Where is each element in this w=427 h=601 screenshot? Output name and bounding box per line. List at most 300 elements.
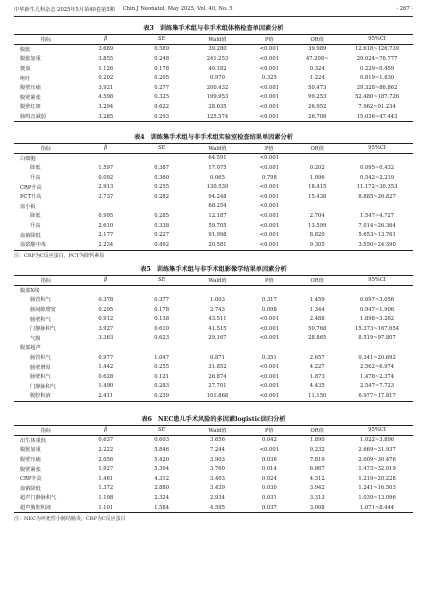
table-cell: <0.001 [259, 184, 279, 191]
table-cell: <0.001 [259, 222, 279, 229]
table-cell: 0.295 [98, 306, 114, 313]
table-cell: 5.394 [154, 466, 170, 473]
table-cell: 1.461 [98, 475, 114, 482]
table-cell: 1.372 [98, 485, 114, 492]
table-cell: 0.628 [98, 373, 114, 380]
table-cell [78, 343, 134, 353]
table-cell: 3.942 [309, 485, 325, 492]
table4-note: 注：CRP为C反应蛋白，PCT为降钙素原 [14, 253, 105, 260]
table-row [14, 182, 413, 192]
table-row [14, 391, 413, 401]
table-cell: <0.001 [259, 65, 279, 72]
table-cell: 3.313 [309, 494, 325, 501]
table-cell: 13.599 [308, 222, 327, 229]
table-cell: 0.623 [154, 335, 170, 342]
table-cell: 2.547~7.723 [360, 383, 395, 390]
table-cell: 2.177 [98, 232, 114, 239]
column-header: β [104, 36, 108, 43]
table-cell: 18.415 [308, 184, 327, 191]
table-cell: 29.167 [208, 335, 227, 342]
table-cell [134, 202, 190, 212]
column-header: P值 [265, 277, 274, 284]
table-cell: 0.202 [98, 75, 114, 82]
table-row [14, 44, 413, 54]
table-cell: 0.024 [261, 475, 277, 482]
table-cell: 1.927 [98, 466, 114, 473]
column-header: β [104, 277, 108, 284]
table-cell: 0.277 [154, 84, 170, 91]
table-cell: 0.977 [98, 354, 114, 361]
table-cell [293, 285, 341, 295]
header-rule [14, 16, 413, 17]
table-cell: 0.387 [154, 164, 170, 171]
table-cell: 3.285 [98, 113, 114, 120]
table-cell: 9.232 [309, 446, 325, 453]
column-header: OR值 [310, 36, 324, 43]
column-header: β [104, 145, 108, 152]
table-cell: 2.234 [98, 241, 114, 248]
table-cell: 0.285 [154, 212, 170, 219]
table-cell: 28.865 [308, 335, 327, 342]
table-row [14, 324, 413, 334]
table6-block [14, 414, 413, 522]
table-cell: 15.438 [308, 193, 327, 200]
column-header: Wald值 [208, 277, 227, 284]
table-cell: 28.035 [208, 103, 227, 110]
table3-caption [14, 23, 413, 32]
table-cell: 0.970 [210, 75, 225, 82]
table-cell: 0.138 [154, 316, 170, 323]
table3-table [14, 34, 413, 122]
table-cell: <0.001 [259, 55, 279, 62]
table-cell: 40.182 [208, 65, 227, 72]
table-cell: 0.325 [154, 94, 170, 101]
table-cell: 0.065 [210, 174, 225, 181]
table-cell: 1.442 [98, 364, 114, 371]
table-cell: 68.254 [208, 203, 227, 210]
table-cell: 0.378 [98, 296, 114, 303]
row-label: 腹部X线 [20, 287, 40, 294]
table-row [14, 211, 413, 221]
row-label: 腹胀加重 [20, 56, 41, 63]
table-row [14, 445, 413, 455]
table-cell [293, 343, 341, 353]
table-row [14, 464, 413, 474]
table-cell: 7.962~91.234 [358, 103, 396, 110]
column-header: β [104, 427, 108, 434]
row-label: 腹壁压痛 [20, 457, 41, 464]
table-cell: 50.768 [308, 325, 327, 332]
table-cell: 1.344 [309, 306, 325, 313]
table-cell: 3.294 [98, 103, 114, 110]
row-label: 肠壁积气 [30, 316, 51, 323]
column-header: OR值 [310, 145, 324, 152]
table-cell: <0.001 [259, 46, 279, 53]
table-cell: 2.880 [154, 485, 170, 492]
table-cell: 3.550~24.390 [358, 241, 396, 248]
column-header: 指标 [40, 36, 52, 43]
table-cell: 0.338 [154, 222, 170, 229]
table5-title: 训练集手术组与非手术组影像学结果单因素分析 [156, 266, 287, 273]
column-header: 95%CI [368, 36, 386, 43]
table-cell: <0.001 [259, 316, 279, 323]
table-cell: 0.995 [98, 212, 114, 219]
column-header: 95%CI [368, 277, 386, 284]
row-label: 便血 [20, 66, 31, 73]
column-header: SE [157, 427, 166, 434]
table-cell: 59.705 [208, 222, 227, 229]
table-cell: 1.022~3.896 [360, 437, 395, 444]
table-cell: 0.871 [210, 354, 225, 361]
table-cell: 0.622 [154, 103, 170, 110]
table-row [14, 474, 413, 484]
table-row [14, 64, 413, 74]
column-header: OR值 [310, 277, 324, 284]
table-cell: 1.873 [309, 373, 325, 380]
table-cell: <0.001 [259, 193, 279, 200]
table-cell: 0.042 [261, 437, 277, 444]
row-label: 腹部超声 [20, 345, 41, 352]
table-cell: 0.014 [261, 466, 277, 473]
table-cell: 4.435 [309, 383, 325, 390]
table-cell: 1.047 [154, 354, 170, 361]
table-cell: 1.459 [309, 296, 325, 303]
table4-caption [14, 132, 413, 141]
table-cell: 41.515 [208, 325, 227, 332]
row-label: 门静脉积气 [30, 326, 56, 333]
row-label: 腹胀 [20, 46, 31, 53]
table3-block [14, 23, 413, 122]
row-label: PCT升高 [20, 194, 42, 201]
table-cell: 8.885~26.827 [358, 193, 396, 200]
table-cell: 1.597 [98, 164, 114, 171]
table-cell: 0.351 [261, 354, 277, 361]
table-cell: <0.001 [259, 113, 279, 120]
table-cell: 0.098 [261, 306, 277, 313]
table-cell [134, 343, 190, 353]
table-cell [341, 285, 413, 295]
table-cell: 2.934 [210, 494, 225, 501]
table-cell: 2.411 [98, 392, 114, 399]
row-label: 腹壁紧张 [20, 466, 41, 473]
table-cell [190, 285, 246, 295]
table-cell: <0.001 [259, 164, 279, 171]
column-header: 指标 [40, 145, 52, 152]
table-cell: 7.819 [309, 456, 325, 463]
table-cell: 2.913 [98, 184, 114, 191]
table-cell: 1.071~8.444 [360, 504, 395, 511]
table-cell [134, 285, 190, 295]
table-cell: 7.244 [210, 446, 225, 453]
table-cell: 0.031 [261, 494, 277, 501]
table-cell: 15.373~167.654 [355, 325, 400, 332]
table-cell: 5.420 [154, 456, 170, 463]
table-cell: 5.653~13.761 [358, 232, 396, 239]
table-cell: 0.637 [98, 437, 114, 444]
table4-block [14, 132, 413, 259]
table-cell: 1.003 [210, 296, 225, 303]
table-row [14, 484, 413, 494]
table-cell: <0.001 [259, 364, 279, 371]
table-cell: 0.542~2.219 [360, 174, 395, 181]
table6-title: NEC患儿手术风险的多因素logistic回归分析 [157, 416, 286, 423]
table-cell: 5.846 [154, 446, 170, 453]
table-cell: 0.293 [154, 113, 170, 120]
table-cell: 20.581 [208, 241, 227, 248]
table-cell: 1.478~2.374 [360, 373, 395, 380]
table-header-row [14, 426, 413, 436]
table-cell: 2.056 [98, 456, 114, 463]
table-cell [245, 285, 293, 295]
column-header: 指标 [40, 277, 52, 284]
table-cell: 11.172~30.353 [356, 184, 398, 191]
table-cell: 2.669~31.937 [358, 446, 396, 453]
table-row [14, 93, 413, 103]
table-cell: <0.001 [259, 94, 279, 101]
table-row [14, 221, 413, 231]
table-cell: 31.852 [208, 364, 227, 371]
table-cell: 47.208~ [305, 55, 329, 62]
table-cell: 0.282 [154, 193, 170, 200]
table6-caption [14, 414, 413, 423]
column-header: SE [157, 36, 166, 43]
table-cell [341, 343, 413, 353]
table-cell: <0.001 [259, 392, 279, 399]
table-cell: 2.737 [98, 193, 114, 200]
table-row [14, 83, 413, 93]
table-cell: 6.977~17.817 [358, 392, 396, 399]
table-cell: 26.874 [208, 373, 227, 380]
table-cell: 6.867 [309, 466, 325, 473]
table-cell: 29.024~76.777 [356, 55, 398, 62]
table-cell [190, 343, 246, 353]
table-cell: 2.488 [309, 316, 325, 323]
table-row [14, 54, 413, 64]
journal-title-cn: 中华新生儿科杂志 2025年5月第40卷第5期 [14, 7, 115, 13]
row-label: CRP升高 [20, 476, 42, 483]
table-cell: 0.912 [98, 316, 114, 323]
table-cell: 3.656 [210, 437, 225, 444]
table-cell: 1.219~20.228 [358, 475, 396, 482]
row-label: 出生体重低 [20, 437, 46, 444]
table-cell: 1.241~16.503 [358, 485, 396, 492]
table-cell [341, 202, 413, 212]
table-cell: 2.610 [98, 222, 114, 229]
table-header-row [14, 144, 413, 154]
table4-table [14, 143, 413, 251]
table-row [14, 73, 413, 83]
table-row [14, 343, 413, 353]
table6-table [14, 425, 413, 513]
table5-table [14, 275, 413, 402]
table-cell: 0.341~20.692 [358, 354, 396, 361]
table-cell: 0.030 [261, 485, 277, 492]
column-header: P值 [265, 36, 274, 43]
table-cell: <0.001 [259, 446, 279, 453]
row-label: 呕吐 [20, 75, 31, 82]
table-cell: 0.036 [261, 456, 277, 463]
table-cell [293, 202, 341, 212]
table-cell: 27.701 [208, 383, 227, 390]
table-cell: 241.253 [206, 55, 229, 62]
table-cell: 0.492 [154, 241, 170, 248]
table-cell: 3.855 [98, 55, 114, 62]
row-label: 白细胞 [20, 155, 36, 162]
table-cell: 125.574 [206, 113, 229, 120]
table-row [14, 112, 413, 122]
table-cell: 200.432 [206, 84, 229, 91]
row-label: 血浆酸中毒 [20, 242, 46, 249]
table-cell: 1.898~3.262 [360, 316, 395, 323]
table-cell: 4.227 [309, 364, 325, 371]
table-cell: 39.989 [308, 46, 327, 53]
column-header: P值 [265, 145, 274, 152]
table-cell: 0.589 [154, 46, 170, 53]
table-row [14, 362, 413, 372]
table-cell [134, 153, 190, 163]
table-row [14, 285, 413, 295]
table-cell: 0.324 [309, 65, 325, 72]
table-cell: 3.921 [98, 84, 114, 91]
table-cell: 8.820 [309, 232, 325, 239]
table-cell: 2.704 [309, 212, 325, 219]
table-row [14, 102, 413, 112]
table-cell: 3.927 [98, 325, 114, 332]
table-row [14, 455, 413, 465]
table-cell [341, 153, 413, 163]
table6-number: 表6 [141, 416, 152, 423]
row-label: 腹壁紧张 [20, 94, 41, 101]
row-label: 腹壁压痛 [20, 85, 41, 92]
table-cell: <0.001 [259, 155, 279, 162]
table-cell: 12.618~126.739 [355, 46, 400, 53]
row-label: 降低 [30, 165, 41, 172]
row-label: 腹腔积液 [30, 393, 51, 400]
table-cell: 1.126 [98, 65, 114, 72]
column-header: OR值 [310, 427, 324, 434]
table-cell [78, 153, 134, 163]
table-row [14, 314, 413, 324]
column-header: Wald值 [208, 427, 227, 434]
table-cell: 0.229~0.459 [360, 65, 395, 72]
table3-number: 表3 [143, 25, 154, 32]
column-header: 95%CI [368, 427, 386, 434]
table-cell: 9.305 [309, 241, 325, 248]
table-cell: <0.001 [259, 325, 279, 332]
table5-block [14, 264, 413, 402]
row-label: 升高 [30, 175, 41, 182]
table-cell: <0.001 [259, 232, 279, 239]
table-cell: 26.952 [308, 103, 327, 110]
table-cell: 50.473 [308, 84, 327, 91]
row-label: 超声门静脉积气 [20, 495, 57, 502]
table-cell: 0.092 [98, 174, 114, 181]
table-cell: <0.001 [259, 383, 279, 390]
table-cell: 99.253 [308, 94, 327, 101]
table-cell: 3.689 [98, 46, 114, 53]
table-cell [293, 153, 341, 163]
table-cell: 52.480~187.726 [355, 94, 400, 101]
table-cell [78, 202, 134, 212]
table-cell: 43.511 [208, 316, 227, 323]
table-row [14, 173, 413, 183]
table-cell: 0.227 [154, 232, 170, 239]
row-label: 血钠降低 [20, 485, 41, 492]
table4-title: 训练集手术组与非手术组实验室检查结果单因素分析 [150, 134, 293, 141]
table-cell: <0.001 [259, 84, 279, 91]
row-label: 超声腹腔积液 [20, 505, 52, 512]
table-cell: 2.562~6.974 [360, 364, 395, 371]
row-label: 腹壁红斑 [20, 104, 41, 111]
table-cell: 101.868 [206, 392, 229, 399]
row-label: 气腹 [30, 335, 41, 342]
table-cell: 0.095~0.432 [360, 164, 395, 171]
table-cell: 1.890 [309, 437, 325, 444]
table-cell: <0.001 [259, 373, 279, 380]
table-header-row [14, 276, 413, 286]
table-cell: 0.121 [154, 373, 170, 380]
table-cell: 29.328~86.862 [356, 84, 398, 91]
table-row [14, 153, 413, 163]
table-row [14, 382, 413, 392]
table-cell: 4.312 [309, 475, 325, 482]
table-row [14, 163, 413, 173]
table-cell: 2.324 [154, 494, 170, 501]
table-cell: 0.317 [261, 296, 277, 303]
table-cell: 3.760 [210, 466, 225, 473]
table-cell: 0.248 [154, 55, 170, 62]
table-cell: 1.473~32.019 [358, 466, 396, 473]
table-cell: 4.595 [210, 504, 225, 511]
table-cell: 8.519~97.807 [358, 335, 396, 342]
table-cell: <0.001 [259, 241, 279, 248]
table-cell: 2.657 [309, 354, 325, 361]
table-cell: 15.036~47.443 [356, 113, 398, 120]
table-cell: 26.708 [308, 113, 327, 120]
table-cell: <0.001 [259, 335, 279, 342]
row-label: CRP升高 [20, 184, 42, 191]
table-cell: 7.014~26.364 [358, 222, 396, 229]
table-cell: 0.239 [154, 392, 170, 399]
table-cell: 0.037 [261, 504, 277, 511]
row-label: 肠鸣音减弱 [20, 114, 46, 121]
table-cell: 0.798 [261, 174, 277, 181]
table-row [14, 305, 413, 315]
table-row [14, 435, 413, 445]
table-cell: 0.255 [154, 184, 170, 191]
table-cell [245, 343, 293, 353]
table-cell: 1.198 [98, 494, 114, 501]
table-cell: 1.096 [309, 174, 325, 181]
row-label: 升高 [30, 223, 41, 230]
row-label: 血钠降低 [20, 232, 41, 239]
table-cell: 64.591 [208, 155, 227, 162]
table-cell: 130.539 [206, 184, 229, 191]
table-cell: 11.150 [308, 392, 327, 399]
table-cell: 0.178 [154, 306, 170, 313]
table-cell: 4.598 [98, 94, 114, 101]
column-header: SE [157, 277, 166, 284]
column-header: Wald值 [208, 145, 227, 152]
table-cell: 1.490 [98, 383, 114, 390]
table-cell: 0.697~3.056 [360, 296, 395, 303]
table-cell: 0.610 [154, 325, 170, 332]
table5-number: 表5 [140, 266, 151, 273]
table-cell: <0.001 [259, 203, 279, 210]
table-cell: 0.255 [154, 364, 170, 371]
table-cell: 0.947~1.906 [360, 306, 395, 313]
column-header: P值 [265, 427, 274, 434]
